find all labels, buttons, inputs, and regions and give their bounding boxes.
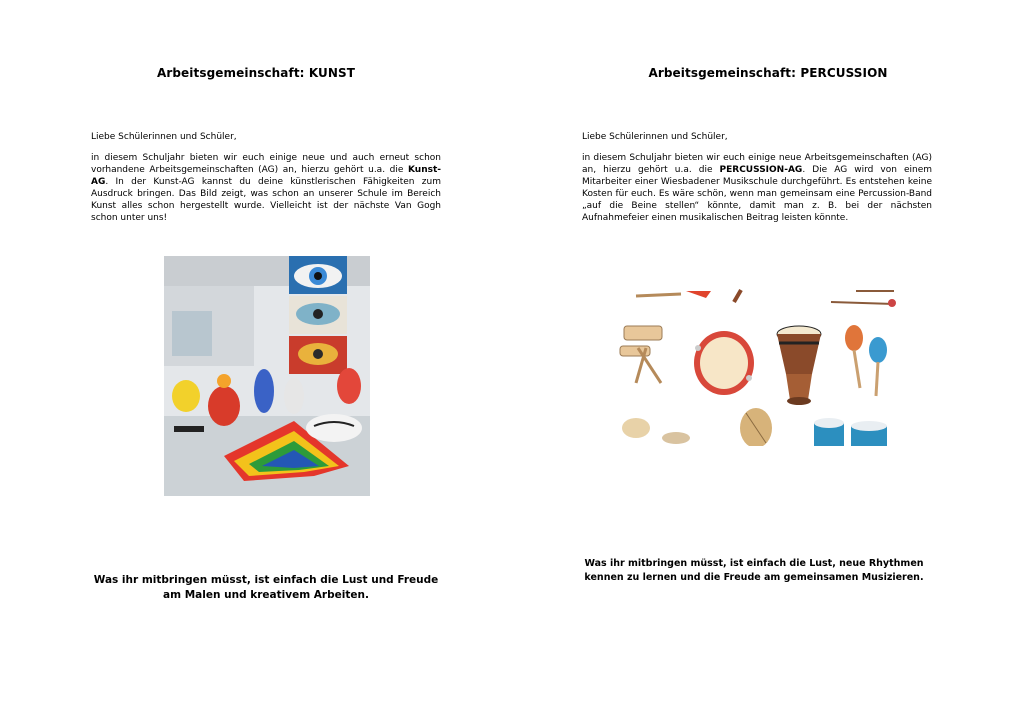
percussion-footer	[584, 557, 924, 585]
kunst-title: Arbeitsgemeinschaft: KUNST	[156, 66, 356, 80]
art-exhibition-photo	[164, 256, 370, 496]
percussion-title: Arbeitsgemeinschaft: PERCUSSION	[648, 66, 888, 80]
kunst-footer-line-1: Was ihr mitbringen müsst, ist einfach die Lust und Freude	[93, 574, 439, 586]
percussion-body-text-2: . Die AG wird von einem Mitarbeiter einer Wiesbadener Musikschule durchgeführt. Es entstehen keine Kosten für euch. Es wäre schön, wenn man gemeinsam eine Percussion-Band „auf die Beine stellen“ könnte, damit man z. B. bei der nächsten Aufnahmefeier einen musikalischen Beitrag leisten könnte.	[582, 165, 932, 223]
kunst-body-text-2: . In der Kunst-AG kannst du deine künstlerischen Fähigkeiten zum Ausdruck bringen. Das Bild zeigt, was schon an unserer Schule im Bereich Kunst alles schon hergestellt wurde. Vielleicht ist der nächste Van Gogh schon unter uns!	[91, 177, 441, 223]
percussion-instruments-illustration	[616, 288, 898, 446]
kunst-body-text-1: in diesem Schuljahr bieten wir euch einige neue und auch erneut schon vorhandene Arbeitsgemeinschaften (AG) an, hierzu gehört u.a. die	[91, 153, 441, 175]
percussion-svg	[616, 288, 898, 446]
percussion-greeting: Liebe Schülerinnen und Schüler,	[582, 132, 728, 142]
percussion-body-text-1: in diesem Schuljahr bieten wir euch einige neue Arbeitsgemeinschaften (AG) an, hierzu gehört u.a. die	[582, 153, 932, 175]
kunst-footer-line-2: am Malen und kreativem Arbeiten.	[163, 589, 369, 601]
art-photo-illustration	[164, 256, 370, 496]
kunst-body	[91, 152, 441, 224]
percussion-footer-line-2: kennen zu lernen und die Freude am gemeinsamen Musizieren.	[584, 572, 924, 583]
percussion-footer-line-1: Was ihr mitbringen müsst, ist einfach die Lust, neue Rhythmen	[584, 558, 924, 569]
kunst-footer	[92, 573, 440, 603]
percussion-body	[582, 152, 932, 224]
kunst-greeting: Liebe Schülerinnen und Schüler,	[91, 132, 237, 142]
percussion-ag-bold: PERCUSSION-AG	[719, 165, 803, 175]
kunst-ag-bold: Kunst-AG	[91, 165, 441, 187]
